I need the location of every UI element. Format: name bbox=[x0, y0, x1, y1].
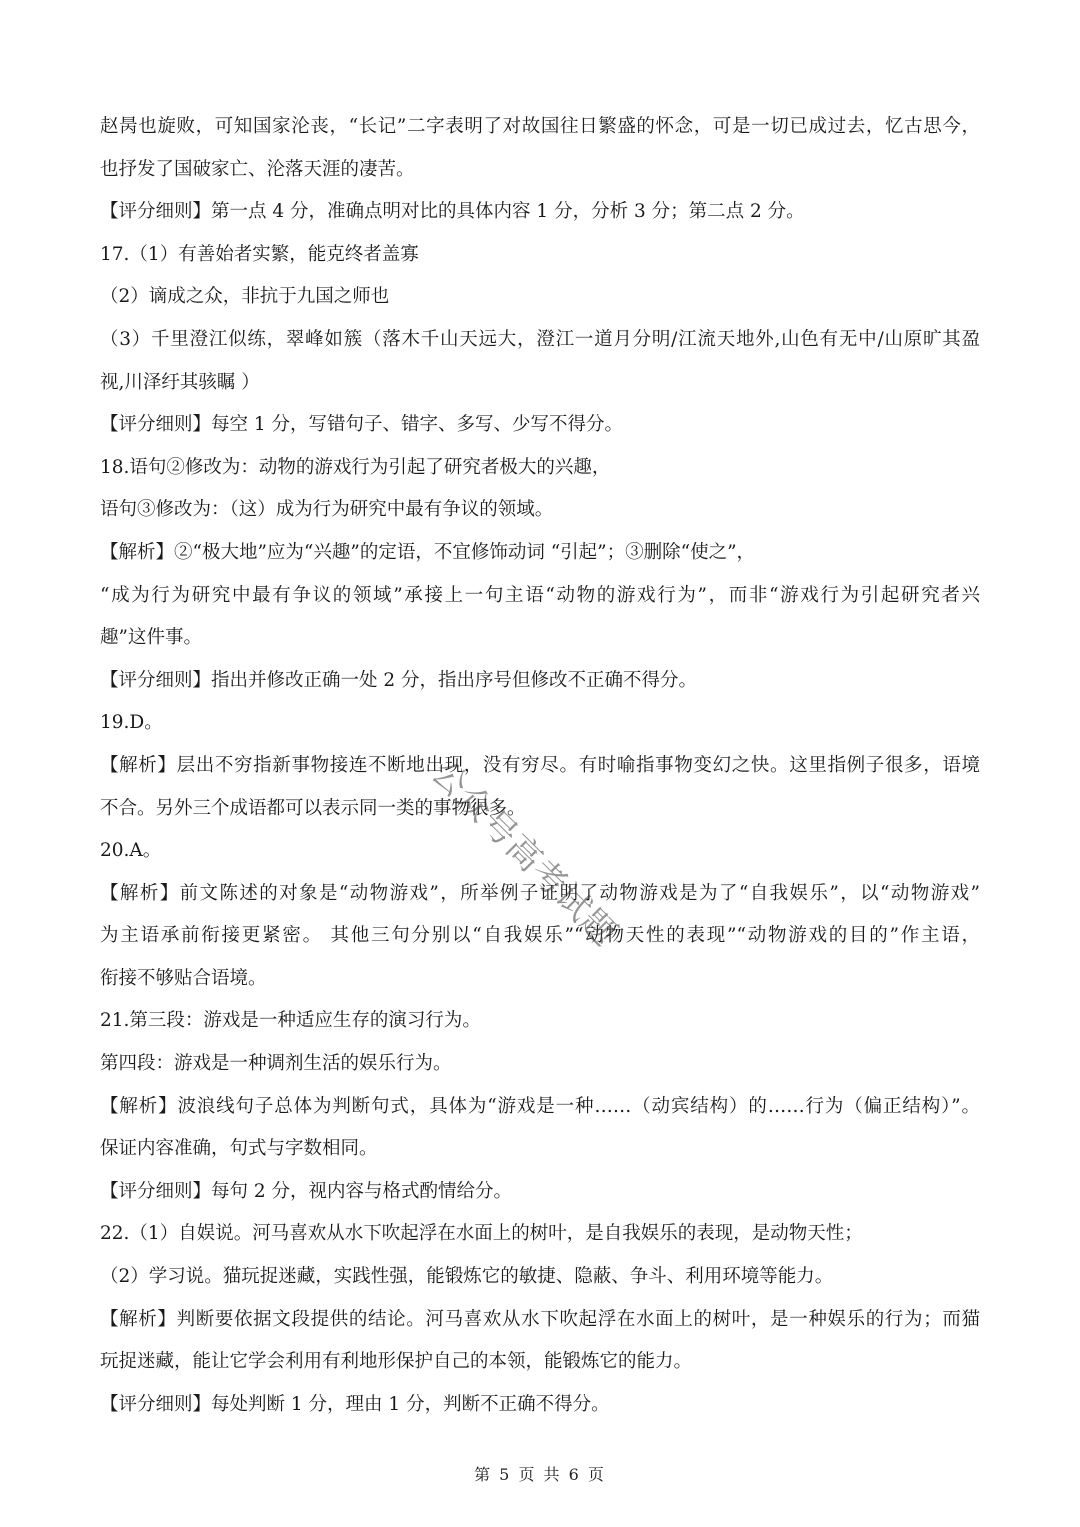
answer-17-3: （3）千里澄江似练，翠峰如簇（落木千山天远大，澄江一道月分明/江流天地外,山色有无中/山原旷其盈 bbox=[100, 328, 980, 350]
text-line: 视,川泽纡其骇瞩 ） bbox=[100, 371, 260, 393]
answer-22-2: （2）学习说。猫玩捉迷藏，实践性强，能锻炼它的敏捷、隐蔽、争斗、利用环境等能力。 bbox=[100, 1266, 834, 1288]
scoring-rule: 【评分细则】每句 2 分，视内容与格式酌情给分。 bbox=[100, 1180, 513, 1202]
answer-19: 19.D。 bbox=[100, 712, 163, 734]
text-line: “成为行为研究中最有争议的领域”承接上一句主语“动物的游戏行为”，而非“游戏行为引起研究者兴 bbox=[100, 584, 980, 606]
analysis: 【解析】前文陈述的对象是“动物游戏”，所举例子证明了动物游戏是为了“自我娱乐”，以“动物游戏” bbox=[100, 882, 980, 904]
answer-17-1: 17.（1）有善始者实繁，能克终者盖寡 bbox=[100, 243, 419, 265]
analysis: 【解析】波浪线句子总体为判断句式，具体为“游戏是一种……（动宾结构）的……行为（偏正结构）”。 bbox=[100, 1095, 980, 1117]
text-line: 衔接不够贴合语境。 bbox=[100, 967, 267, 989]
text-line: 语句③修改为：（这）成为行为研究中最有争议的领域。 bbox=[100, 499, 554, 521]
answer-18: 18.语句②修改为：动物的游戏行为引起了研究者极大的兴趣， bbox=[100, 456, 611, 478]
scoring-rule: 【评分细则】每处判断 1 分，理由 1 分，判断不正确不得分。 bbox=[100, 1393, 610, 1415]
answer-20: 20.A。 bbox=[100, 840, 162, 862]
analysis: 【解析】判断要依据文段提供的结论。河马喜欢从水下吹起浮在水面上的树叶，是一种娱乐的行为；而猫 bbox=[100, 1308, 980, 1330]
watermark: 公众号高考试题 bbox=[423, 752, 625, 955]
scoring-rule: 【评分细则】每空 1 分，写错句子、错字、多写、少写不得分。 bbox=[100, 414, 624, 436]
text-line: 为主语承前衔接更紧密。 其他三句分别以“自我娱乐”“动物天性的表现”“动物游戏的目的”作主语， bbox=[100, 925, 980, 947]
text-line: 也抒发了国破家亡、沦落天涯的凄苦。 bbox=[100, 158, 415, 180]
text-line: 第四段：游戏是一种调剂生活的娱乐行为。 bbox=[100, 1053, 452, 1075]
scoring-rule: 【评分细则】第一点 4 分，准确点明对比的具体内容 1 分，分析 3 分；第二点 2 分。 bbox=[100, 201, 805, 223]
text-line: 不合。另外三个成语都可以表示同一类的事物很多。 bbox=[100, 797, 526, 819]
answer-content bbox=[100, 106, 980, 1426]
answer-22-1: 22.（1）自娱说。河马喜欢从水下吹起浮在水面上的树叶，是自我娱乐的表现，是动物天性； bbox=[100, 1223, 863, 1245]
text-line: 保证内容准确，句式与字数相同。 bbox=[100, 1138, 378, 1160]
page-number: 第 5 页 共 6 页 bbox=[474, 1465, 606, 1484]
answer-21: 21.第三段：游戏是一种适应生存的演习行为。 bbox=[100, 1010, 481, 1032]
analysis: 【解析】②“极大地”应为“兴趣”的定语，不宜修饰动词 “引起”；③删除“使之”， bbox=[100, 541, 756, 563]
text-line: 趣”这件事。 bbox=[100, 627, 202, 649]
answer-17-2: （2）谪成之众，非抗于九国之师也 bbox=[100, 286, 390, 308]
scoring-rule: 【评分细则】指出并修改正确一处 2 分，指出序号但修改不正确不得分。 bbox=[100, 669, 698, 691]
text-line: 玩捉迷藏，能让它学会利用有利地形保护自己的本领，能锻炼它的能力。 bbox=[100, 1351, 693, 1373]
text-line: 赵昺也旋败，可知国家沦丧，“长记”二字表明了对故国往日繁盛的怀念，可是一切已成过去，忆古思今， bbox=[100, 116, 980, 137]
analysis: 【解析】层出不穷指新事物接连不断地出现，没有穷尽。有时喻指事物变幻之快。这里指例子很多，语境 bbox=[100, 754, 980, 776]
